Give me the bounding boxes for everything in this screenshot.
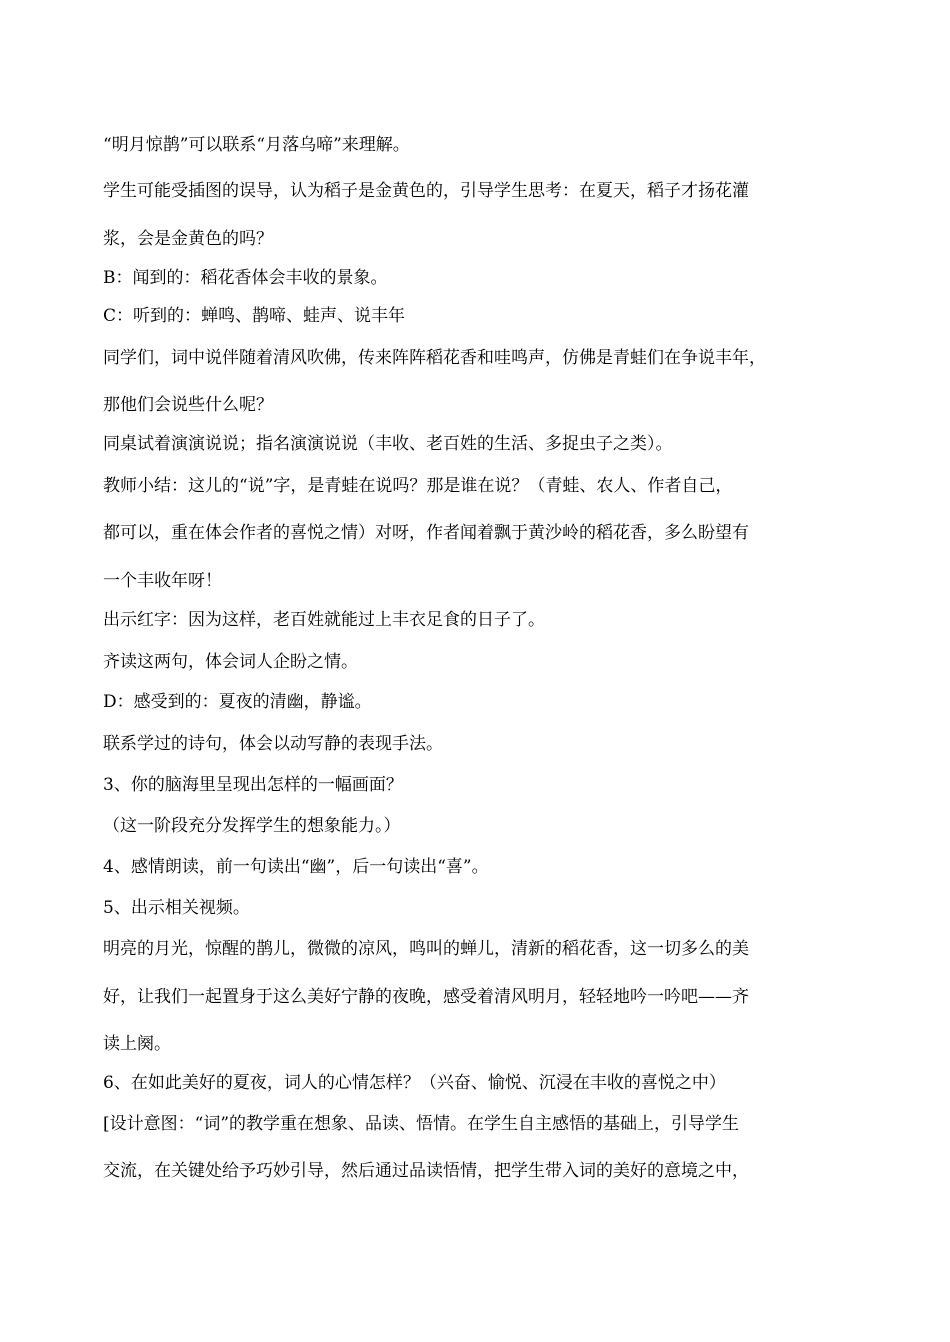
text-line: 读上阕。 bbox=[103, 1034, 171, 1054]
text-line: 3、你的脑海里呈现出怎样的一幅画面？ bbox=[103, 775, 403, 795]
text-line: 联系学过的诗句，体会以动写静的表现手法。 bbox=[103, 734, 443, 754]
text-line: D：感受到的：夏夜的清幽，静谧。 bbox=[103, 692, 372, 712]
text-line: 明亮的月光，惊醒的鹊儿，微微的凉风，鸣叫的蝉儿，清新的稻花香，这一切多么的美 bbox=[103, 939, 749, 959]
text-line: 一个丰收年呀！ bbox=[103, 571, 222, 591]
text-line: 6、在如此美好的夏夜，词人的心情怎样？（兴奋、愉悦、沉浸在丰收的喜悦之中） bbox=[103, 1073, 726, 1093]
text-line: 5、出示相关视频。 bbox=[103, 898, 250, 918]
text-line: 学生可能受插图的误导，认为稻子是金黄色的，引导学生思考：在夏天，稻子才扬花灌 bbox=[103, 181, 749, 201]
text-line: 那他们会说些什么呢？ bbox=[103, 395, 273, 415]
text-line: 4、感情朗读，前一句读出“幽”，后一句读出“喜”。 bbox=[103, 857, 489, 877]
text-line: 都可以，重在体会作者的喜悦之情）对呀，作者闻着飘于黄沙岭的稻花香，多么盼望有 bbox=[103, 523, 749, 543]
text-line: [设计意图：“词”的教学重在想象、品读、悟情。在学生自主感悟的基础上，引导学生 bbox=[103, 1114, 740, 1134]
text-line: C：听到的：蝉鸣、鹊啼、蛙声、说丰年 bbox=[103, 306, 406, 326]
text-line: （这一阶段充分发挥学生的想象能力。） bbox=[103, 816, 401, 836]
text-line: 出示红字：因为这样，老百姓就能过上丰衣足食的日子了。 bbox=[103, 610, 545, 630]
text-line: 同学们，词中说伴随着清风吹佛，传来阵阵稻花香和哇鸣声，仿佛是青蛙们在争说丰年， bbox=[103, 348, 766, 368]
text-line: 交流，在关键处给予巧妙引导，然后通过品读悟情，把学生带入词的美好的意境之中， bbox=[103, 1161, 749, 1181]
text-line: “明月惊鹊”可以联系“月落乌啼”来理解。 bbox=[103, 135, 410, 155]
text-line: 齐读这两句，体会词人企盼之情。 bbox=[103, 652, 358, 672]
text-line: 教师小结：这儿的“说”字，是青蛙在说吗？那是谁在说？（青蛙、农人、作者自己， bbox=[103, 476, 733, 496]
text-line: 好，让我们一起置身于这么美好宁静的夜晚，感受着清风明月，轻轻地吟一吟吧——齐 bbox=[103, 987, 749, 1007]
text-line: 浆，会是金黄色的吗？ bbox=[103, 229, 273, 249]
text-line: B：闻到的：稻花香体会丰收的景象。 bbox=[103, 268, 388, 288]
text-line: 同桌试着演演说说；指名演演说说（丰收、老百姓的生活、多捉虫子之类）。 bbox=[103, 434, 673, 454]
